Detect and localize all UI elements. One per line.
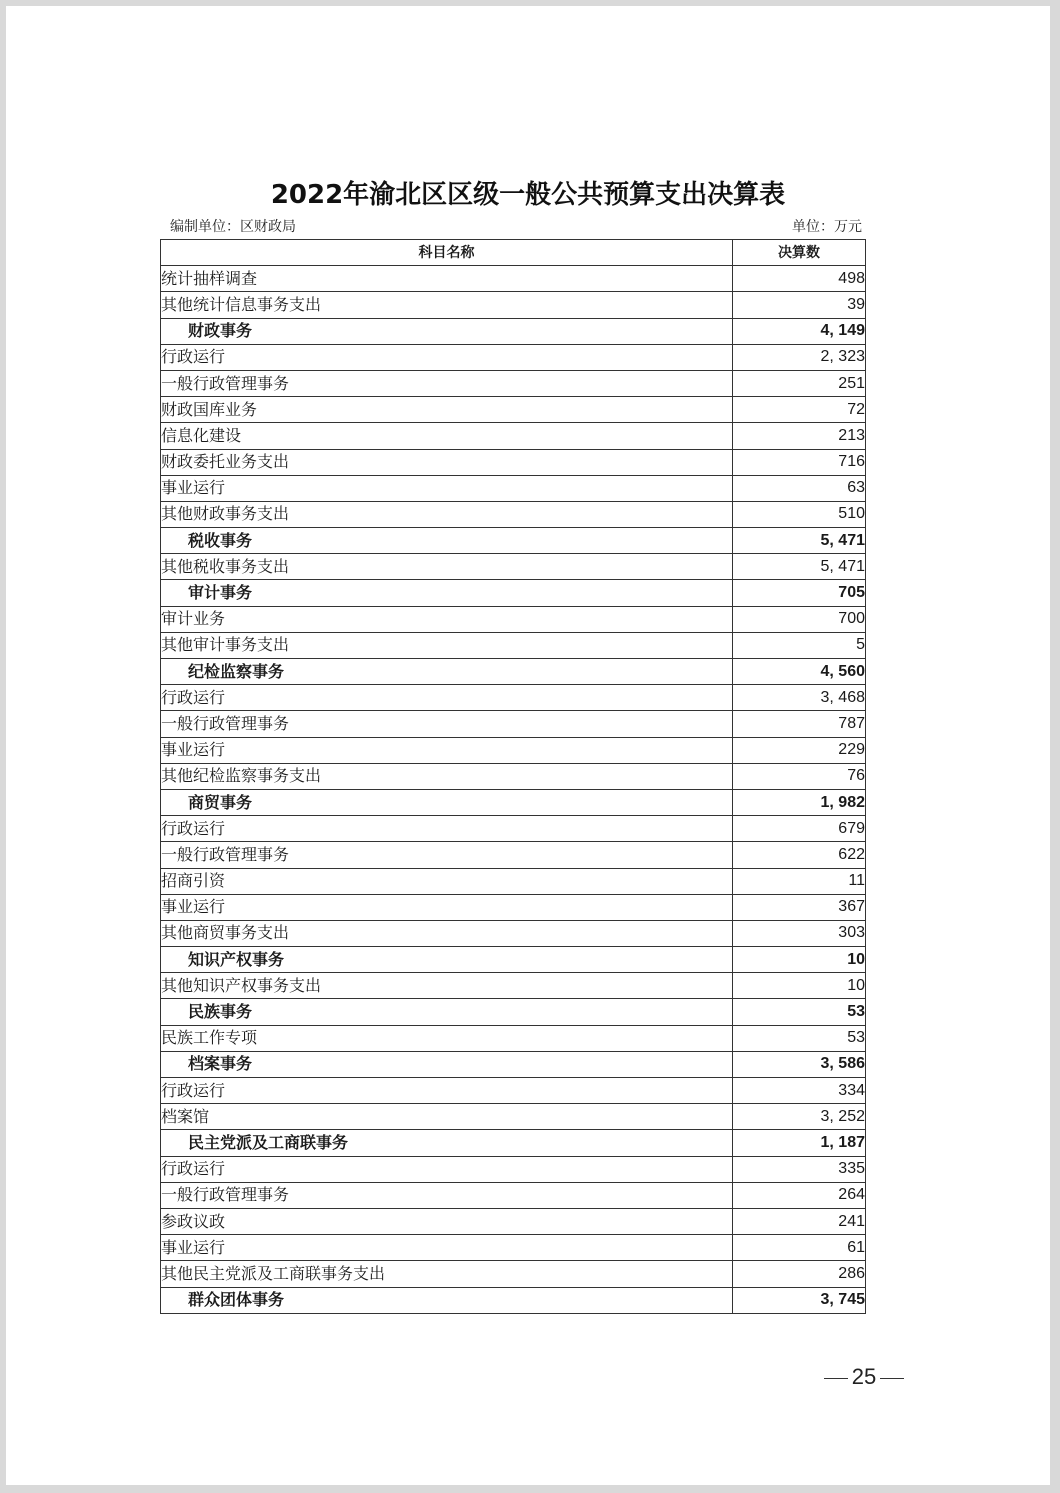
subject-name-cell: 财政事务 xyxy=(161,318,733,344)
amount-cell: 76 xyxy=(733,763,866,789)
amount-cell: 72 xyxy=(733,397,866,423)
subject-name-cell: 知识产权事务 xyxy=(161,947,733,973)
table-row xyxy=(161,554,866,580)
table-row xyxy=(161,711,866,737)
table-row xyxy=(161,842,866,868)
amount-cell: 61 xyxy=(733,1235,866,1261)
subject-name-cell: 行政运行 xyxy=(161,816,733,842)
subject-name-cell: 审计事务 xyxy=(161,580,733,606)
amount-cell: 53 xyxy=(733,1025,866,1051)
subject-name-cell: 一般行政管理事务 xyxy=(161,842,733,868)
subject-name-cell: 参政议政 xyxy=(161,1208,733,1234)
amount-cell: 39 xyxy=(733,292,866,318)
category-row xyxy=(161,659,866,685)
dash-left xyxy=(824,1378,848,1379)
amount-cell: 5, 471 xyxy=(733,528,866,554)
amount-cell: 335 xyxy=(733,1156,866,1182)
amount-cell: 53 xyxy=(733,999,866,1025)
table-row xyxy=(161,685,866,711)
subject-name-cell: 其他民主党派及工商联事务支出 xyxy=(161,1261,733,1287)
budget-table xyxy=(160,239,866,1314)
category-row xyxy=(161,789,866,815)
subject-name-cell: 其他财政事务支出 xyxy=(161,501,733,527)
subject-name-cell: 信息化建设 xyxy=(161,423,733,449)
table-row xyxy=(161,1261,866,1287)
table-row xyxy=(161,266,866,292)
table-row xyxy=(161,397,866,423)
subject-name-cell: 一般行政管理事务 xyxy=(161,711,733,737)
table-row xyxy=(161,449,866,475)
amount-cell: 241 xyxy=(733,1208,866,1234)
amount-cell: 510 xyxy=(733,501,866,527)
table-row xyxy=(161,501,866,527)
category-row xyxy=(161,999,866,1025)
table-row xyxy=(161,1235,866,1261)
table-row xyxy=(161,737,866,763)
category-row xyxy=(161,1051,866,1077)
page-title: 2022年渝北区区级一般公共预算支出决算表 xyxy=(270,180,786,210)
table-row xyxy=(161,1078,866,1104)
header-subject-name: 科目名称 xyxy=(161,240,733,266)
subject-name-cell: 商贸事务 xyxy=(161,789,733,815)
amount-cell: 286 xyxy=(733,1261,866,1287)
amount-cell: 700 xyxy=(733,606,866,632)
table-row xyxy=(161,1104,866,1130)
subject-name-cell: 其他纪检监察事务支出 xyxy=(161,763,733,789)
subject-name-cell: 事业运行 xyxy=(161,475,733,501)
amount-cell: 498 xyxy=(733,266,866,292)
amount-cell: 63 xyxy=(733,475,866,501)
category-row xyxy=(161,947,866,973)
table-row xyxy=(161,344,866,370)
page-number xyxy=(814,1364,914,1390)
amount-cell: 10 xyxy=(733,973,866,999)
amount-cell: 1, 187 xyxy=(733,1130,866,1156)
subject-name-cell: 档案馆 xyxy=(161,1104,733,1130)
table-row xyxy=(161,894,866,920)
amount-cell: 622 xyxy=(733,842,866,868)
table-row xyxy=(161,606,866,632)
amount-cell: 367 xyxy=(733,894,866,920)
table-row xyxy=(161,973,866,999)
amount-cell: 5 xyxy=(733,632,866,658)
document-page xyxy=(6,6,1050,1485)
amount-cell: 303 xyxy=(733,920,866,946)
category-row xyxy=(161,580,866,606)
subject-name-cell: 财政国库业务 xyxy=(161,397,733,423)
subject-name-cell: 档案事务 xyxy=(161,1051,733,1077)
category-row xyxy=(161,528,866,554)
amount-cell: 3, 468 xyxy=(733,685,866,711)
header-final-amount: 决算数 xyxy=(733,240,866,266)
subject-name-cell: 民族事务 xyxy=(161,999,733,1025)
amount-cell: 213 xyxy=(733,423,866,449)
amount-cell: 10 xyxy=(733,947,866,973)
amount-cell: 229 xyxy=(733,737,866,763)
amount-cell: 679 xyxy=(733,816,866,842)
table-row xyxy=(161,868,866,894)
subject-name-cell: 行政运行 xyxy=(161,1078,733,1104)
amount-cell: 2, 323 xyxy=(733,344,866,370)
subject-name-cell: 事业运行 xyxy=(161,1235,733,1261)
subject-name-cell: 行政运行 xyxy=(161,344,733,370)
subject-name-cell: 其他审计事务支出 xyxy=(161,632,733,658)
subject-name-cell: 行政运行 xyxy=(161,1156,733,1182)
table-row xyxy=(161,292,866,318)
amount-cell: 716 xyxy=(733,449,866,475)
table-row xyxy=(161,816,866,842)
table-header-row xyxy=(161,240,866,266)
subject-name-cell: 行政运行 xyxy=(161,685,733,711)
subject-name-cell: 事业运行 xyxy=(161,737,733,763)
category-row xyxy=(161,1287,866,1313)
amount-cell: 787 xyxy=(733,711,866,737)
table-row xyxy=(161,423,866,449)
amount-cell: 4, 149 xyxy=(733,318,866,344)
subject-name-cell: 一般行政管理事务 xyxy=(161,1182,733,1208)
subject-name-cell: 民族工作专项 xyxy=(161,1025,733,1051)
subject-name-cell: 其他税收事务支出 xyxy=(161,554,733,580)
amount-cell: 3, 745 xyxy=(733,1287,866,1313)
subject-name-cell: 一般行政管理事务 xyxy=(161,370,733,396)
amount-cell: 4, 560 xyxy=(733,659,866,685)
subject-name-cell: 其他知识产权事务支出 xyxy=(161,973,733,999)
dash-right xyxy=(880,1378,904,1379)
subject-name-cell: 审计业务 xyxy=(161,606,733,632)
compiling-unit: 编制单位：区财政局 xyxy=(170,219,296,235)
amount-cell: 334 xyxy=(733,1078,866,1104)
table-row xyxy=(161,1208,866,1234)
subject-name-cell: 招商引资 xyxy=(161,868,733,894)
amount-cell: 11 xyxy=(733,868,866,894)
amount-cell: 251 xyxy=(733,370,866,396)
amount-cell: 264 xyxy=(733,1182,866,1208)
subject-name-cell: 其他商贸事务支出 xyxy=(161,920,733,946)
table-row xyxy=(161,1025,866,1051)
table-row xyxy=(161,920,866,946)
subject-name-cell: 民主党派及工商联事务 xyxy=(161,1130,733,1156)
table-row xyxy=(161,1156,866,1182)
table-row xyxy=(161,763,866,789)
subject-name-cell: 统计抽样调查 xyxy=(161,266,733,292)
amount-cell: 705 xyxy=(733,580,866,606)
subject-name-cell: 财政委托业务支出 xyxy=(161,449,733,475)
subject-name-cell: 纪检监察事务 xyxy=(161,659,733,685)
table-row xyxy=(161,1182,866,1208)
subject-name-cell: 群众团体事务 xyxy=(161,1287,733,1313)
category-row xyxy=(161,318,866,344)
amount-cell: 3, 586 xyxy=(733,1051,866,1077)
category-row xyxy=(161,1130,866,1156)
subject-name-cell: 税收事务 xyxy=(161,528,733,554)
table-row xyxy=(161,475,866,501)
page-number-text: 25 xyxy=(851,1364,877,1389)
subject-name-cell: 事业运行 xyxy=(161,894,733,920)
unit-label: 单位：万元 xyxy=(792,219,862,235)
table-body xyxy=(161,266,866,1314)
amount-cell: 1, 982 xyxy=(733,789,866,815)
subject-name-cell: 其他统计信息事务支出 xyxy=(161,292,733,318)
table-row xyxy=(161,632,866,658)
amount-cell: 3, 252 xyxy=(733,1104,866,1130)
amount-cell: 5, 471 xyxy=(733,554,866,580)
table-row xyxy=(161,370,866,396)
